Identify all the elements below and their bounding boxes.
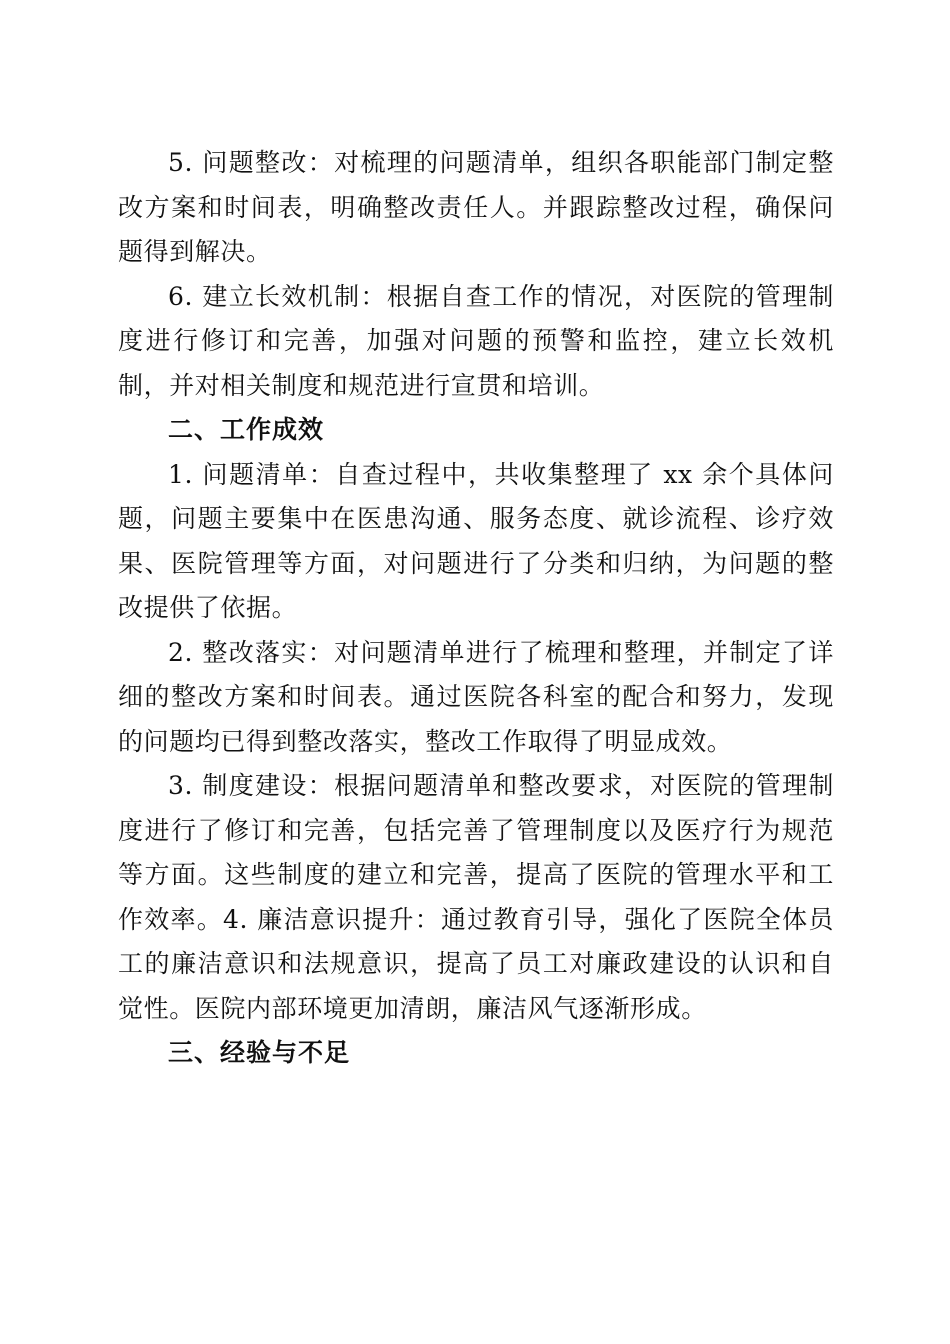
paragraph-problem-list: 1. 问题清单：自查过程中，共收集整理了 xx 余个具体问题，问题主要集中在医患沟通、服务态度、就诊流程、诊疗效果、医院管理等方面，对问题进行了分类和归纳，为问题的整改提供了依据。: [118, 459, 834, 622]
paragraph-problem-rectification: 5. 问题整改：对梳理的问题清单，组织各职能部门制定整改方案和时间表，明确整改责任人。并跟踪整改过程，确保问题得到解决。: [118, 148, 834, 266]
paragraph-system-construction: 3. 制度建设：根据问题清单和整改要求，对医院的管理制度进行了修订和完善，包括完善了管理制度以及医疗行为规范等方面。这些制度的建立和完善，提高了医院的管理水平和工作效率。4. 廉洁意识提升：通过教育引导，强化了医院全体员工的廉洁意识和法规意识，提高了员工对廉政建设的认识和自觉性。医院内部环境更加清朗，廉洁风气逐渐形成。: [118, 771, 834, 1023]
section-heading-work-results: 二、工作成效: [168, 415, 325, 444]
paragraph-rectification-implementation: 2. 整改落实：对问题清单进行了梳理和整理，并制定了详细的整改方案和时间表。通过医院各科室的配合和努力，发现的问题均已得到整改落实，整改工作取得了明显成效。: [118, 637, 834, 756]
section-heading-experience-shortcomings: 三、经验与不足: [168, 1038, 351, 1067]
paragraph-long-term-mechanism: 6. 建立长效机制：根据自查工作的情况，对医院的管理制度进行修订和完善，加强对问题的预警和监控，建立长效机制，并对相关制度和规范进行宣贯和培训。: [118, 281, 834, 400]
document-body: [118, 141, 834, 1076]
